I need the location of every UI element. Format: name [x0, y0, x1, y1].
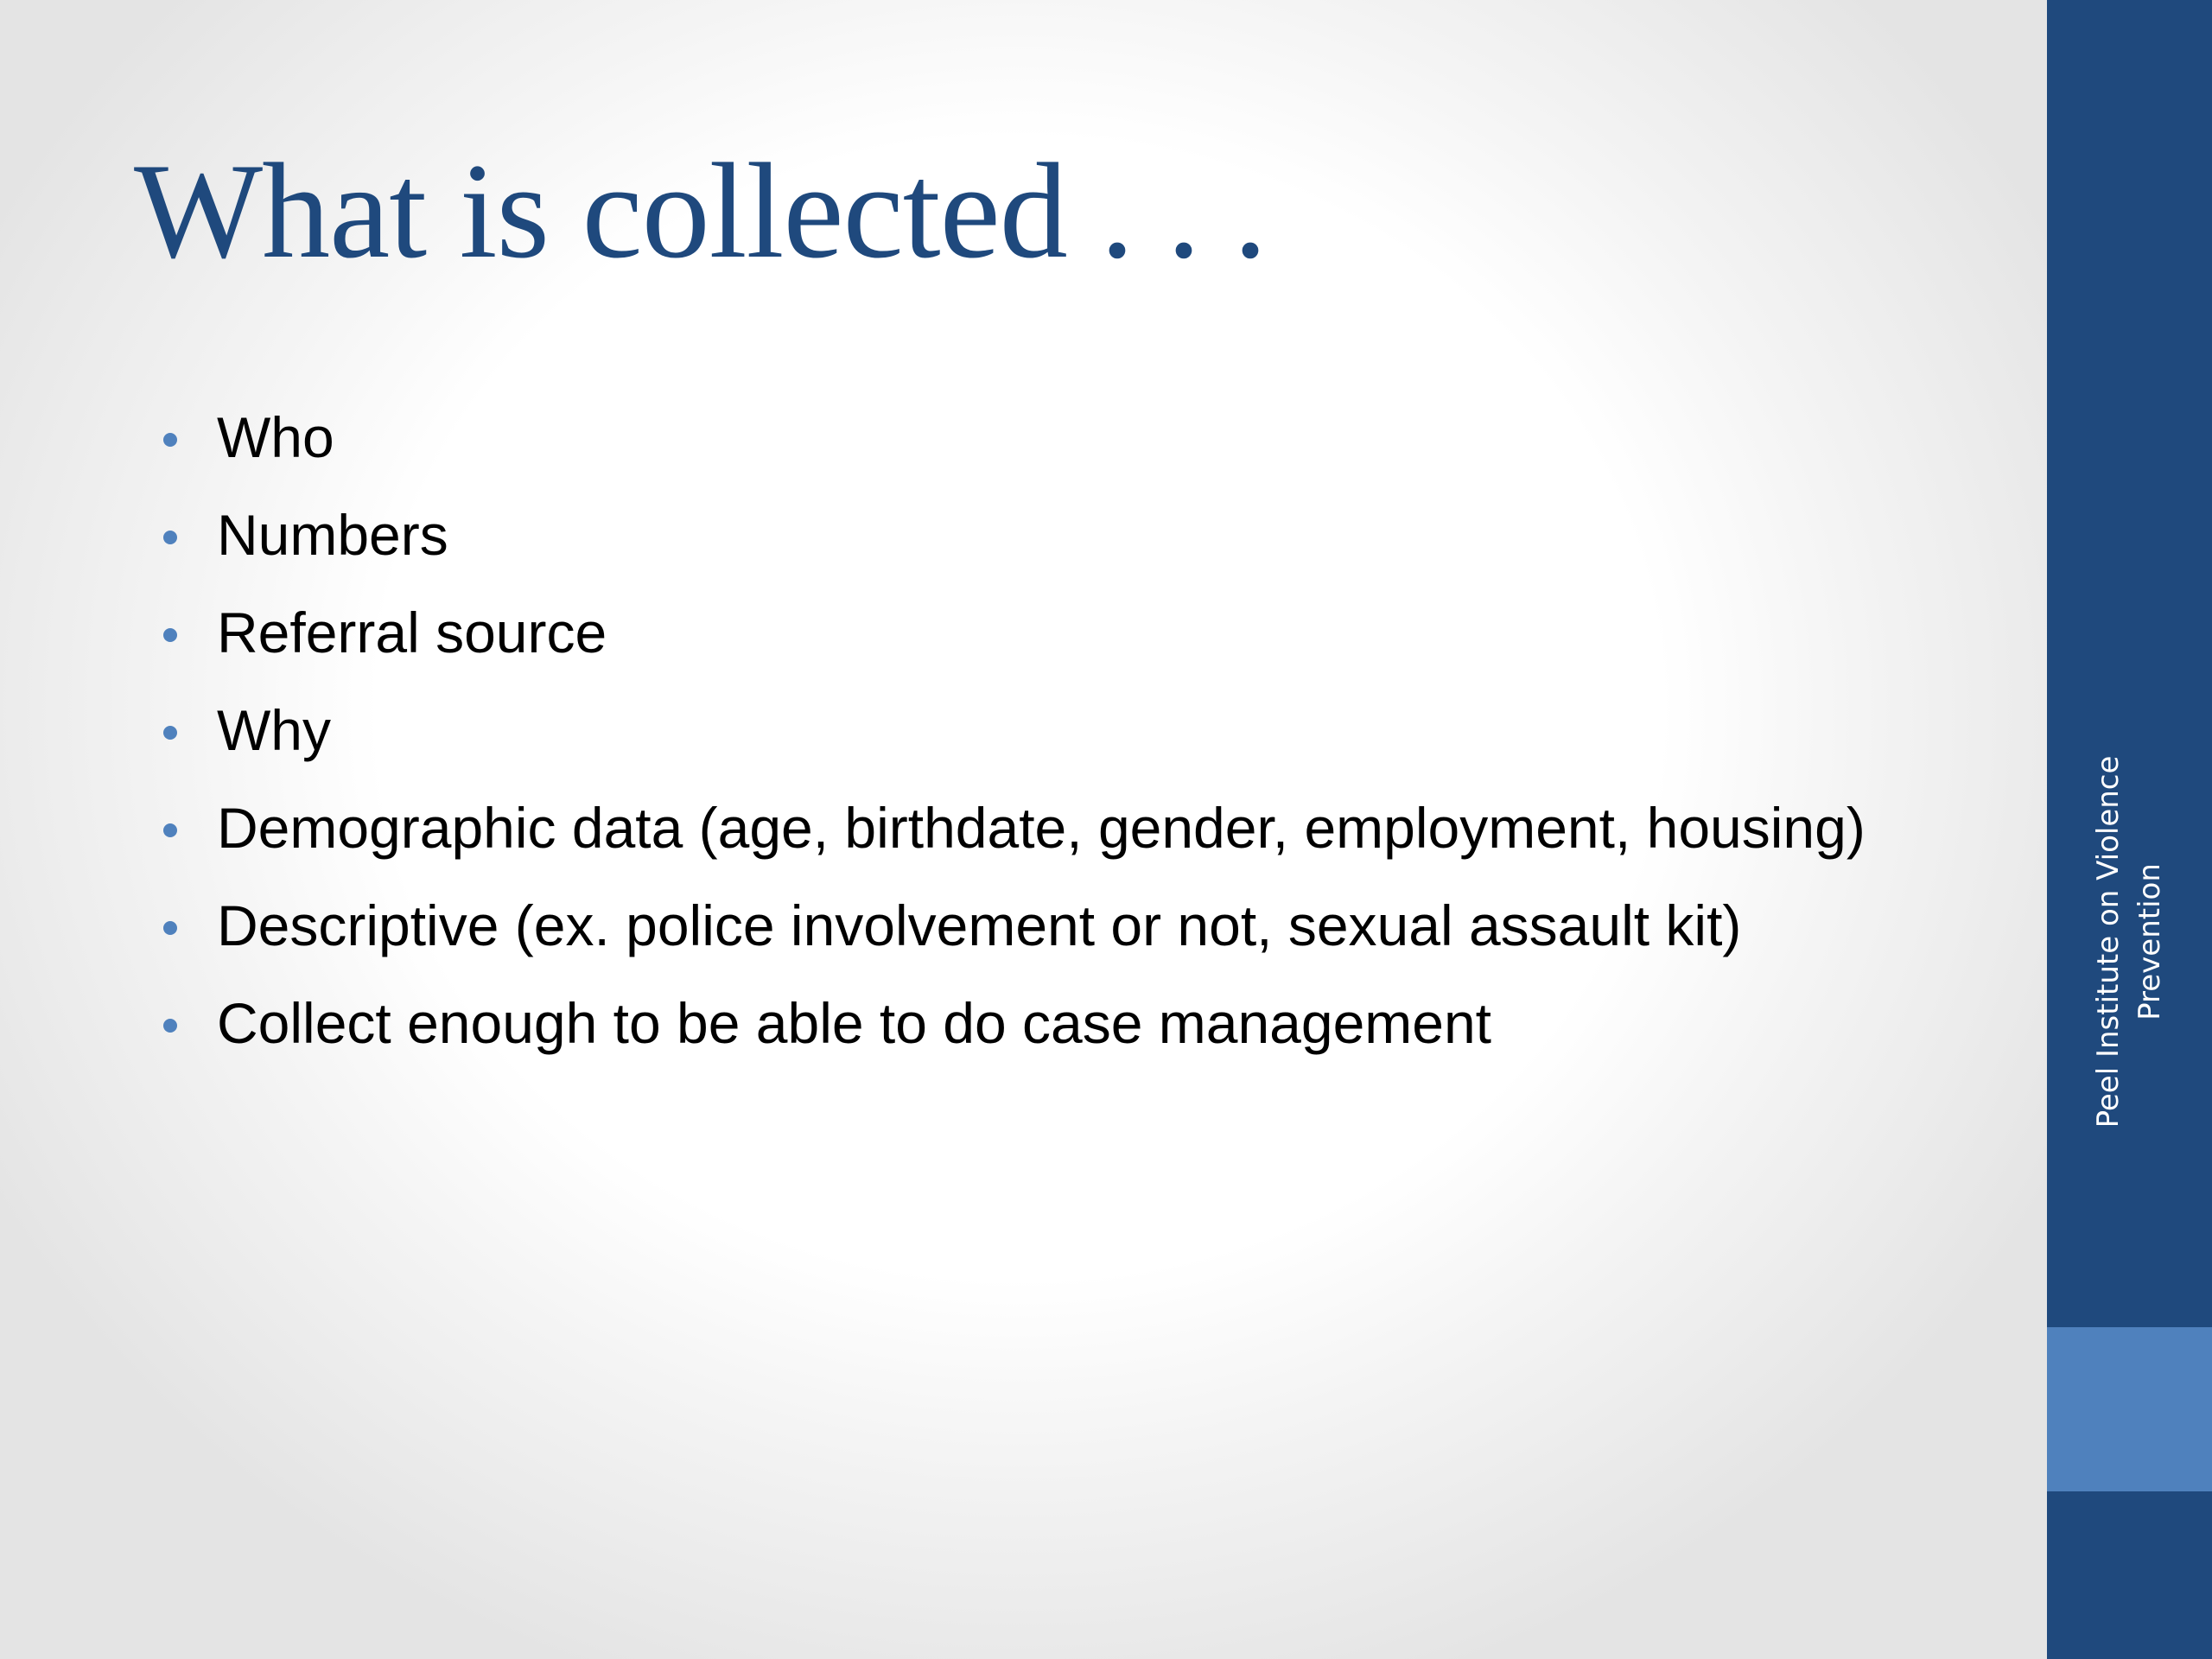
bullet-text: Numbers	[217, 503, 448, 567]
bullet-marker-icon	[163, 823, 177, 837]
bullet-text: Who	[217, 405, 334, 469]
bullet-item	[160, 495, 1983, 575]
sidebar-footer-text: Peel Institute on Violence Prevention	[2091, 755, 2167, 1128]
bullet-item	[160, 886, 1983, 966]
bullet-text: Descriptive (ex. police involvement or not, sexual assault kit)	[217, 893, 1742, 957]
bullet-item	[160, 690, 1983, 771]
bullet-text: Collect enough to be able to do case management	[217, 991, 1492, 1055]
bullet-item	[160, 788, 1983, 868]
bullet-text: Demographic data (age, birthdate, gender, employment, housing)	[217, 796, 1866, 860]
sidebar-accent-block	[2047, 1327, 2212, 1491]
bullet-item	[160, 593, 1983, 673]
bullet-marker-icon	[163, 921, 177, 935]
bullet-text: Why	[217, 698, 331, 762]
bullet-item	[160, 983, 1983, 1064]
bullet-text: Referral source	[217, 601, 607, 664]
bullet-marker-icon	[163, 531, 177, 544]
slide-title: What is collected . . .	[134, 136, 1267, 287]
bullet-item	[160, 397, 1983, 478]
bullet-marker-icon	[163, 433, 177, 447]
bullet-marker-icon	[163, 628, 177, 642]
bullet-marker-icon	[163, 726, 177, 740]
bullet-marker-icon	[163, 1019, 177, 1033]
bullet-list	[160, 397, 1983, 1081]
